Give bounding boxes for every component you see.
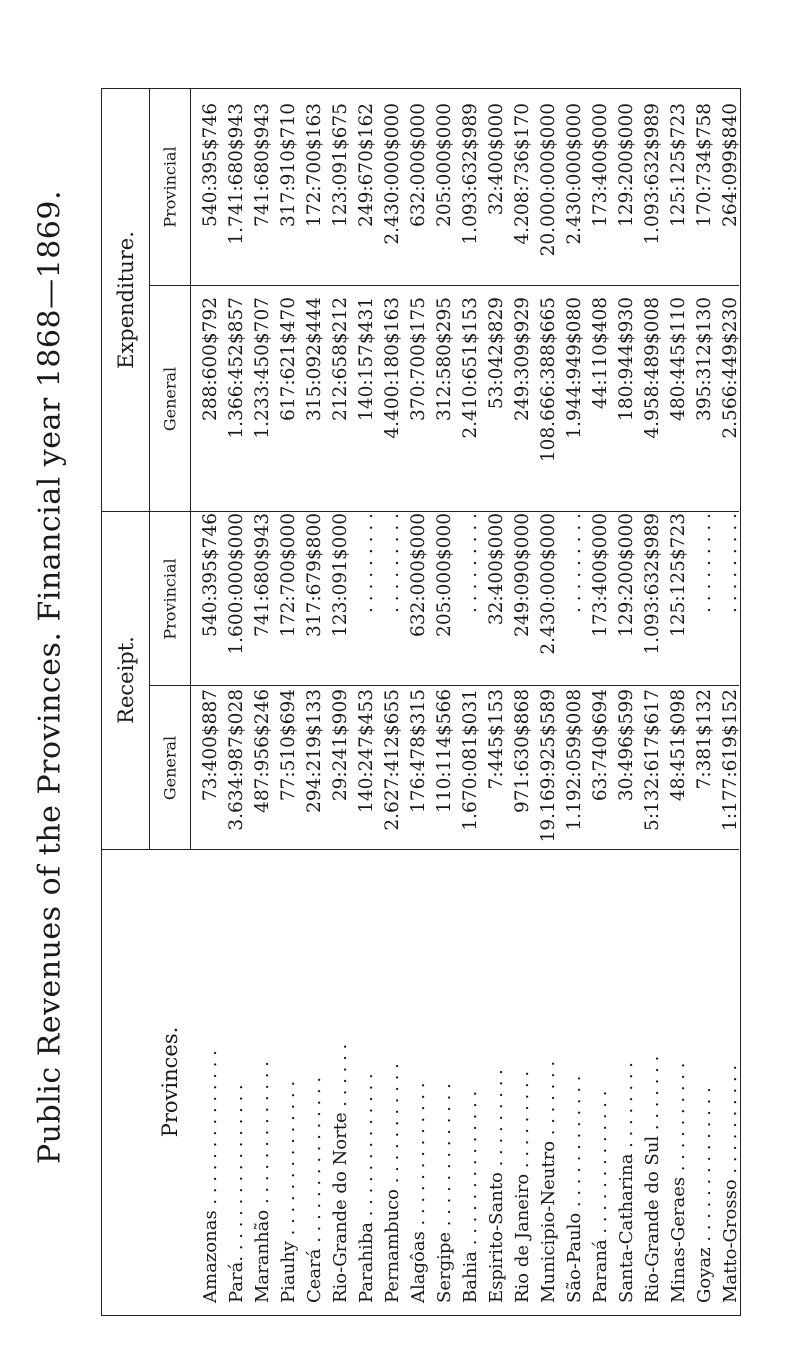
table-cell: 32:400$000 — [486, 513, 507, 626]
table-cell: 29:241$909 — [330, 689, 351, 802]
province-name: Goyaz . . . . . . . . . . . . . . — [694, 1087, 715, 1303]
table-cell: 125:125$723 — [668, 103, 689, 227]
expenditure-header: Expenditure. — [114, 231, 138, 369]
divider-expenditure — [149, 285, 739, 286]
table-cell: 176:478$315 — [408, 689, 429, 813]
province-name: Paraná . . . . . . . . . . . . . — [590, 1090, 611, 1303]
province-name: Pará. . . . . . . . . . . . . . . . — [226, 1084, 247, 1303]
provinces-header: Provinces. — [158, 1026, 182, 1138]
title-margin — [0, 0, 100, 1354]
table-cell: 971:630$868 — [512, 689, 533, 813]
table-cell: 4.958:489$008 — [642, 297, 663, 439]
table-cell: 2.430:000$000 — [564, 103, 585, 245]
table-cell: 395:312$130 — [694, 297, 715, 421]
table-cell: 172:700$163 — [304, 103, 325, 227]
table-cell: 19.169:925$589 — [538, 689, 559, 843]
page-title: Public Revenues of the Provinces. Financial year 1868—1869. — [32, 189, 68, 1165]
table-cell: 1.670:081$031 — [460, 689, 481, 831]
expenditure-provincial-header: Provincial — [160, 146, 180, 228]
table-cell: . . . . . . . . . — [356, 513, 377, 613]
table-cell: 617:621$470 — [278, 297, 299, 421]
table-cell: 30:496$599 — [616, 689, 637, 802]
province-name: Rio de Janeiro . . . . . . . . . — [512, 1070, 533, 1303]
province-name: Sergipe . . . . . . . . . . . . . — [434, 1083, 455, 1303]
table-cell: 632:000$000 — [408, 103, 429, 227]
table-cell: 249:090$000 — [512, 513, 533, 637]
province-name: Alagôas . . . . . . . . . . . . . — [408, 1082, 429, 1303]
province-name: Maranhão . . . . . . . . . . . . . — [252, 1060, 273, 1303]
table-cell: 317:679$800 — [304, 513, 325, 637]
table-cell: 288:600$792 — [200, 297, 221, 421]
table-cell: 741:680$943 — [252, 103, 273, 227]
table-cell: 123:091$675 — [330, 103, 351, 227]
table-cell: 108.666:388$665 — [538, 297, 559, 463]
province-name: Minas-Geraes . . . . . . . . . . — [668, 1062, 689, 1303]
table-cell: . . . . . . . . . — [382, 513, 403, 613]
expenditure-general-column — [198, 297, 744, 497]
province-name: Matto-Grosso . . . . . . . . . . — [720, 1064, 741, 1303]
table-cell: 77:510$694 — [278, 689, 299, 802]
table-cell: 315:092$444 — [304, 297, 325, 421]
province-name: Ceará . . . . . . . . . . . . . . . — [304, 1076, 325, 1303]
table-cell: 1.233:450$707 — [252, 297, 273, 439]
province-name: Rio-Grande do Sul . . . . . . . — [642, 1055, 663, 1303]
province-name: Bahia . . . . . . . . . . . . . . — [460, 1090, 481, 1303]
table-cell: 1.944:949$080 — [564, 297, 585, 439]
table-cell: 173:400$000 — [590, 513, 611, 637]
table-cell: 170:734$758 — [694, 103, 715, 227]
province-name: Santa-Catharina . . . . . . . . — [616, 1062, 637, 1303]
table-cell: 129:200$000 — [616, 103, 637, 227]
table-cell: 73:400$887 — [200, 689, 221, 802]
table-cell: 540:395$746 — [200, 103, 221, 227]
province-name: São-Paulo . . . . . . . . . . . . — [564, 1075, 585, 1303]
table-cell: 1.192:059$008 — [564, 689, 585, 831]
table-cell: . . . . . . . . . — [720, 513, 741, 613]
subheader-rule — [149, 89, 150, 849]
table-cell: 317:910$710 — [278, 103, 299, 227]
table-cell: 7:381$132 — [694, 689, 715, 790]
table-cell: 1.741:680$943 — [226, 103, 247, 245]
province-name: Pernambuco . . . . . . . . . . . — [382, 1063, 403, 1303]
table-cell: 249:670$162 — [356, 103, 377, 227]
province-name: Rio-Grande do Norte . . . . . . — [330, 1043, 351, 1303]
table-cell: . . . . . . . . . — [460, 513, 481, 613]
table-cell: 63:740$694 — [590, 689, 611, 802]
table-cell: 2.627:412$655 — [382, 689, 403, 831]
table-cell: 5:132:617$617 — [642, 689, 663, 831]
table-cell: . . . . . . . . . — [694, 513, 715, 613]
table-cell: 140:247$453 — [356, 689, 377, 813]
table-cell: 294:219$133 — [304, 689, 325, 813]
table-cell: 212:658$212 — [330, 297, 351, 421]
table-cell: 7:445$153 — [486, 689, 507, 790]
table-cell: 2.430:000$000 — [538, 513, 559, 655]
table-cell: 1.093:632$989 — [642, 103, 663, 245]
receipt-general-column — [198, 689, 744, 843]
revenue-table — [101, 88, 741, 1316]
table-cell: 110:114$566 — [434, 689, 455, 813]
receipt-provincial-column — [198, 513, 744, 677]
table-cell: 140:157$431 — [356, 297, 377, 421]
table-cell: 2.566:449$230 — [720, 297, 741, 439]
receipt-header: Receipt. — [114, 636, 138, 724]
table-cell: 125:125$723 — [668, 513, 689, 637]
table-cell: 1:177:619$152 — [720, 689, 741, 831]
table-cell: 173:400$000 — [590, 103, 611, 227]
table-cell: 3.634:987$028 — [226, 689, 247, 831]
table-cell: 205:000$000 — [434, 103, 455, 227]
table-cell: 53:042$829 — [486, 297, 507, 410]
table-cell: 264:099$840 — [720, 103, 741, 227]
province-name: Parahiba . . . . . . . . . . . . . — [356, 1073, 377, 1303]
province-name: Piauhy . . . . . . . . . . . . . . — [278, 1080, 299, 1303]
table-cell: 180:944$930 — [616, 297, 637, 421]
separator-receipt-expenditure — [102, 511, 739, 512]
table-cell: 2.410:651$153 — [460, 297, 481, 439]
table-cell: 632:000$000 — [408, 513, 429, 637]
table-cell: 487:956$246 — [252, 689, 273, 813]
table-cell: 172:700$000 — [278, 513, 299, 637]
divider-receipt — [149, 685, 739, 686]
province-name: Espirito-Santo . . . . . . . . . — [486, 1069, 507, 1303]
province-name: Municipio-Neutro . . . . . . . — [538, 1060, 559, 1303]
receipt-general-header: General — [160, 735, 180, 801]
expenditure-provincial-column — [198, 103, 744, 275]
table-cell: 370:700$175 — [408, 297, 429, 421]
table-cell: 1.093:632$989 — [460, 103, 481, 245]
table-cell: 1.600:000$000 — [226, 513, 247, 655]
table-cell: 480:445$110 — [668, 297, 689, 421]
table-cell: 2.430:000$000 — [382, 103, 403, 245]
table-cell: . . . . . . . . . — [564, 513, 585, 613]
table-cell: 741:680$943 — [252, 513, 273, 637]
separator-provinces-receipt — [102, 849, 739, 850]
subheader-rule-2 — [190, 89, 191, 849]
table-cell: 129:200$000 — [616, 513, 637, 637]
receipt-provincial-header: Provincial — [160, 558, 180, 640]
table-cell: 20.000:000$000 — [538, 103, 559, 257]
table-cell: 48:451$098 — [668, 689, 689, 802]
expenditure-general-header: General — [160, 366, 180, 432]
table-cell: 4.400:180$163 — [382, 297, 403, 439]
table-cell: 205:000$000 — [434, 513, 455, 637]
table-cell: 540:395$746 — [200, 513, 221, 637]
table-cell: 32:400$000 — [486, 103, 507, 216]
provinces-column — [198, 883, 744, 1303]
table-cell: 312:580$295 — [434, 297, 455, 421]
table-cell: 1.093:632$989 — [642, 513, 663, 655]
table-cell: 123:091$000 — [330, 513, 351, 637]
province-name: Amazonas . . . . . . . . . . . . . . — [200, 1050, 221, 1303]
table-cell: 4.208:736$170 — [512, 103, 533, 245]
table-cell: 249:309$929 — [512, 297, 533, 421]
table-cell: 44:110$408 — [590, 297, 611, 410]
table-cell: 1.366:452$857 — [226, 297, 247, 439]
